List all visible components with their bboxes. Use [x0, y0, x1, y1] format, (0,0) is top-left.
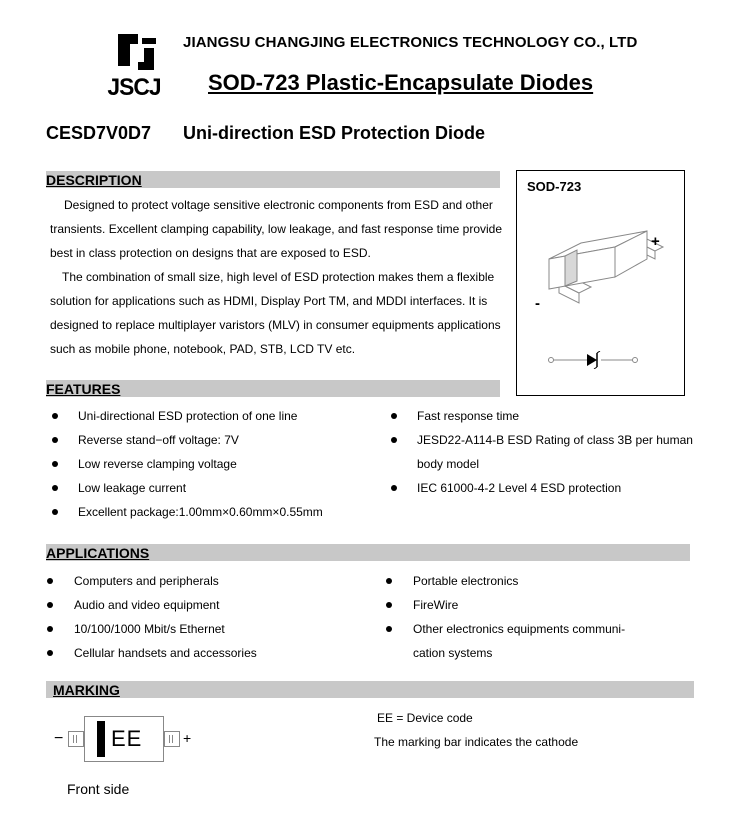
bullet-icon: [47, 626, 53, 632]
description-line: such as mobile phone, notebook, PAD, STB, LCD TV etc.: [50, 342, 356, 356]
list-item: [389, 452, 693, 476]
bullet-icon: [52, 437, 58, 443]
product-subtitle: Uni-direction ESD Protection Diode: [183, 123, 486, 143]
description-text: [50, 193, 510, 361]
bullet-icon: [47, 650, 53, 656]
description-line: designed to replace multiplayer varistors (MLV) in consumer equipments applications: [50, 318, 501, 332]
bullet-icon: [47, 578, 53, 584]
application-text: Computers and peripherals: [74, 574, 219, 588]
list-item: [385, 617, 625, 641]
applications-section-bar: [46, 544, 690, 561]
feature-text: Uni-directional ESD protection of one line: [78, 409, 298, 423]
list-item: [385, 641, 625, 665]
applications-list-left: [46, 569, 257, 665]
list-item: [389, 404, 693, 428]
bullet-icon: [52, 509, 58, 515]
list-item: [50, 428, 323, 452]
applications-heading: APPLICATIONS: [46, 545, 150, 561]
features-list-right: [389, 404, 693, 500]
feature-text: body model: [417, 457, 480, 471]
list-item: [389, 428, 693, 452]
application-text: Portable electronics: [413, 574, 519, 588]
list-item: [50, 404, 323, 428]
application-text: Audio and video equipment: [74, 598, 220, 612]
marking-legend-bar: The marking bar indicates the cathode: [374, 735, 579, 749]
list-item: [50, 452, 323, 476]
bullet-icon: [52, 485, 58, 491]
logo-text: JSCJ: [107, 74, 161, 101]
package-minus-label: -: [535, 295, 540, 312]
marking-legend-code: EE = Device code: [377, 711, 473, 725]
description-line: solution for applications such as HDMI, Display Port TM, and MDDI interfaces. It is: [50, 294, 488, 308]
marking-plus-label: +: [183, 730, 192, 746]
list-item: [46, 641, 257, 665]
application-text: cation systems: [413, 646, 493, 660]
package-figure: [516, 170, 685, 396]
description-section-bar: [46, 171, 500, 188]
bullet-icon: [52, 413, 58, 419]
marking-diagram: [54, 716, 204, 766]
bullet-icon: [391, 485, 397, 491]
company-logo: [108, 30, 168, 102]
application-text: Other electronics equipments communi-: [413, 622, 626, 636]
bullet-icon: [391, 437, 397, 443]
application-text: Cellular handsets and accessories: [74, 646, 257, 660]
cathode-pad: [68, 731, 84, 747]
device-code: EE: [111, 726, 143, 751]
description-line: The combination of small size, high level of ESD protection makes them a flexible: [62, 270, 495, 284]
marking-caption: Front side: [67, 781, 130, 797]
application-text: FireWire: [413, 598, 459, 612]
bullet-icon: [386, 626, 392, 632]
marking-minus-label: −: [54, 730, 64, 747]
bullet-icon: [391, 413, 397, 419]
list-item: [50, 500, 323, 524]
company-name: JIANGSU CHANGJING ELECTRONICS TECHNOLOGY CO., LTD: [183, 34, 638, 51]
list-item: [46, 617, 257, 641]
package-title: SOD-723: [527, 179, 582, 194]
list-item: [46, 593, 257, 617]
feature-text: JESD22-A114-B ESD Rating of class 3B per human: [417, 433, 693, 447]
list-item: [385, 593, 625, 617]
part-number: CESD7V0D7: [46, 123, 152, 143]
features-list-left: [50, 404, 323, 524]
list-item: [385, 569, 625, 593]
description-line: best in class protection on designs that are exposed to ESD.: [50, 246, 371, 260]
marking-heading: MARKING: [53, 682, 120, 698]
cathode-bar: [97, 721, 105, 757]
feature-text: Fast response time: [417, 409, 520, 423]
anode-pad: [164, 731, 180, 747]
feature-text: Low reverse clamping voltage: [78, 457, 237, 471]
bullet-icon: [52, 461, 58, 467]
list-item: [50, 476, 323, 500]
document-title: SOD-723 Plastic-Encapsulate Diodes: [208, 70, 594, 95]
marking-section-bar: [46, 681, 694, 698]
bullet-icon: [386, 602, 392, 608]
package-plus-label: +: [651, 233, 660, 250]
marking-body: [84, 716, 164, 762]
diode-symbol-icon: [547, 351, 641, 369]
features-section-bar: [46, 380, 500, 397]
application-text: 10/100/1000 Mbit/s Ethernet: [74, 622, 225, 636]
description-line: transients. Excellent clamping capability, low leakage, and fast response time provide: [50, 222, 503, 236]
applications-list-right: [385, 569, 625, 665]
bullet-icon: [47, 602, 53, 608]
feature-text: Excellent package:1.00mm×0.60mm×0.55mm: [78, 505, 323, 519]
description-heading: DESCRIPTION: [46, 172, 142, 188]
list-item: [46, 569, 257, 593]
feature-text: Reverse stand−off voltage: 7V: [78, 433, 239, 447]
feature-text: IEC 61000-4-2 Level 4 ESD protection: [417, 481, 622, 495]
list-item: [389, 476, 693, 500]
feature-text: Low leakage current: [78, 481, 187, 495]
bullet-icon: [386, 578, 392, 584]
description-line: Designed to protect voltage sensitive electronic components from ESD and other: [64, 198, 493, 212]
sod723-package-icon: [537, 213, 677, 323]
features-heading: FEATURES: [46, 381, 121, 397]
